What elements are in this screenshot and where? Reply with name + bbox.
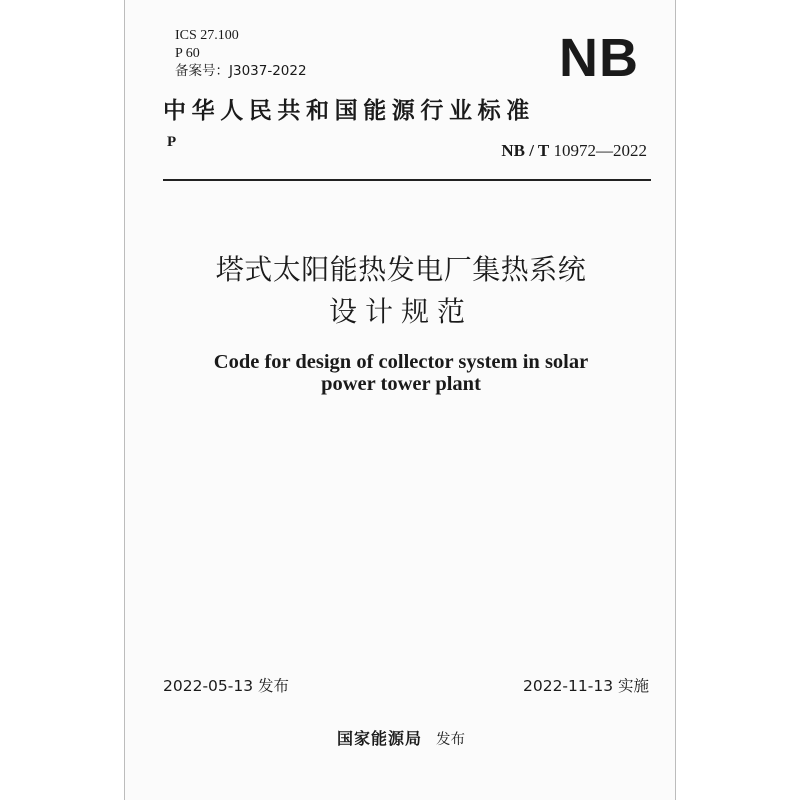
category-code: P	[167, 134, 177, 150]
title-en-line1: Code for design of collector system in solar	[213, 351, 589, 373]
publish-verb: 发布	[436, 732, 465, 748]
header-divider	[163, 179, 651, 181]
issue-date: 2022-05-13 发布	[163, 677, 290, 695]
standard-cover	[124, 0, 676, 800]
record-number: 备案号：J3037-2022	[175, 63, 307, 79]
standard-prefix: NB / T	[501, 141, 550, 160]
standard-code: 10972—2022	[553, 141, 647, 160]
effective-date: 2022-11-13 实施	[522, 677, 649, 695]
title-en-line2: power tower plant	[321, 373, 481, 395]
title-cn-line1: 塔式太阳能热发电厂集热系统	[215, 253, 587, 286]
title-cn-line2: 设计规范	[328, 295, 473, 328]
publisher-line	[125, 726, 677, 749]
ics-code: ICS 27.100	[175, 28, 239, 43]
publisher-name: 国家能源局	[336, 729, 422, 748]
nb-logo: NB	[559, 28, 639, 88]
industry-standard-title: 中华人民共和国能源行业标准	[163, 97, 535, 124]
standard-number	[501, 141, 647, 161]
ccs-code: P 60	[175, 46, 200, 61]
